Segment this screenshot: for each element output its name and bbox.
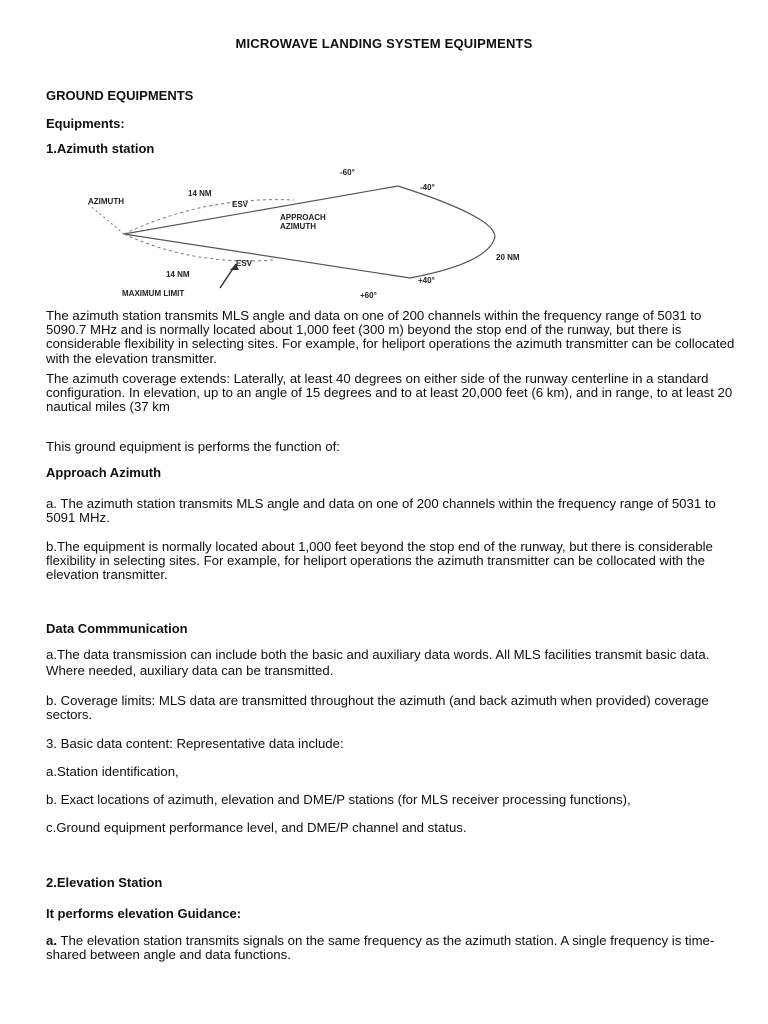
- label-maximum-limit: MAXIMUM LIMIT: [122, 289, 185, 298]
- approach-item-a: a. The azimuth station transmits MLS angle and data on one of 200 channels within the frequency range of 5031 to 5091 MHz.: [46, 496, 716, 526]
- document-title: MICROWAVE LANDING SYSTEM EQUIPMENTS: [235, 36, 533, 51]
- equipments-heading: Equipments:: [46, 116, 125, 131]
- label-20nm: 20 NM: [496, 253, 520, 262]
- ground-equipments-heading: GROUND EQUIPMENTS: [46, 88, 194, 103]
- data-item-a: a.The data transmission can include both the basic and auxiliary data words. All MLS facilities transmit basic data. Where needed, auxiliary data can be transmitted.: [46, 647, 710, 678]
- data-item-3c: c.Ground equipment performance level, and DME/P channel and status.: [46, 820, 467, 835]
- elevation-station-heading: 2.Elevation Station: [46, 875, 163, 890]
- function-intro: This ground equipment is performs the function of:: [46, 439, 340, 454]
- label-plus60: +60°: [360, 291, 377, 300]
- approach-azimuth-heading: Approach Azimuth: [46, 465, 162, 480]
- elevation-item-a-text: The elevation station transmits signals on the same frequency as the azimuth station. A single frequency is time-shared between angle and data functions.: [46, 933, 715, 963]
- label-minus60: -60°: [340, 168, 355, 177]
- label-approach: APPROACH: [280, 213, 326, 222]
- label-azimuth: AZIMUTH: [88, 197, 124, 206]
- elevation-item-a: [46, 934, 736, 962]
- data-item-b: b. Coverage limits: MLS data are transmitted throughout the azimuth (and back azimuth when provided) coverage sectors.: [46, 693, 709, 723]
- label-plus40: +40°: [418, 276, 435, 285]
- label-14nm-top: 14 NM: [188, 189, 212, 198]
- azimuth-station-heading: 1.Azimuth station: [46, 141, 155, 156]
- azimuth-pointer: [88, 204, 124, 234]
- elevation-guidance-heading: It performs elevation Guidance:: [46, 906, 242, 921]
- label-esv-bottom: ESV: [236, 259, 253, 268]
- azimuth-coverage-diagram: [84, 160, 564, 300]
- data-item-3a: a.Station identification,: [46, 764, 179, 779]
- elevation-item-a-lead: a.: [46, 933, 57, 948]
- range-arc: [398, 186, 495, 278]
- approach-item-b: b.The equipment is normally located about 1,000 feet beyond the stop end of the runway, but there is considerable flexibility in selecting sites. For example, for heliport operations the azimuth transmitter can be collocated with the elevation transmitter.: [46, 539, 713, 583]
- upper-esv-curve: [124, 200, 294, 234]
- label-14nm-bottom: 14 NM: [166, 270, 190, 279]
- azimuth-coverage-paragraph: The azimuth coverage extends: Laterally, at least 40 degrees on either side of the runway centerline in a standard configuration. In elevation, up to an angle of 15 degrees and to at least 20,000 feet (6 km), and in range, to at least 20 nautical miles (37 km: [46, 371, 733, 415]
- data-item-3: 3. Basic data content: Representative data include:: [46, 736, 344, 751]
- label-esv-top: ESV: [232, 200, 249, 209]
- upper-coverage-line: [124, 186, 398, 234]
- label-minus40: -40°: [420, 183, 435, 192]
- data-item-3b: b. Exact locations of azimuth, elevation and DME/P stations (for MLS receiver processing functions),: [46, 792, 631, 807]
- label-approach-azimuth: AZIMUTH: [280, 222, 316, 231]
- data-communication-heading: Data Commmunication: [46, 621, 188, 636]
- azimuth-paragraph-1: The azimuth station transmits MLS angle and data on one of 200 channels within the frequency range of 5031 to 5090.7 MHz and is normally located about 1,000 feet (300 m) beyond the stop end of the runway, but there is considerable flexibility in selecting sites. For example, for heliport operations the azimuth transmitter can be collocated with the elevation transmitter.: [46, 308, 735, 366]
